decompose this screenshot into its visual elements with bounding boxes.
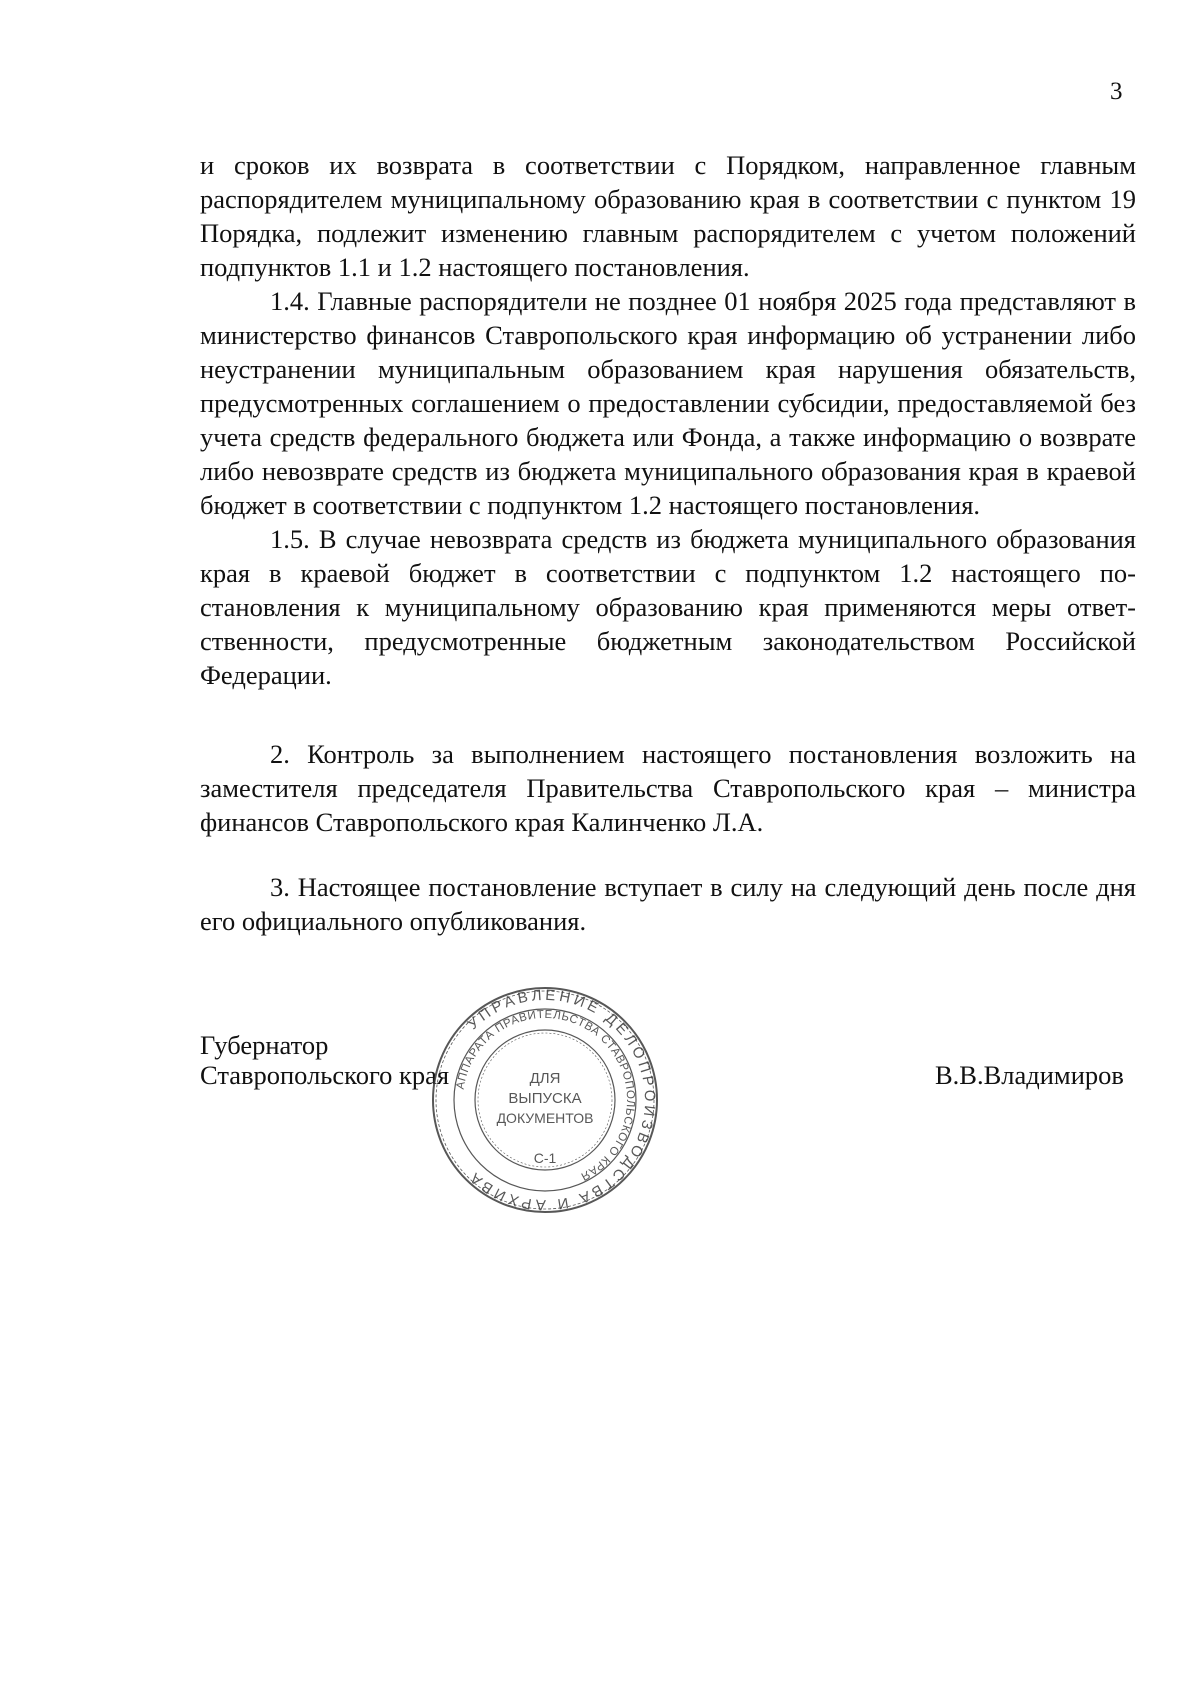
stamp-center-line-1: ДЛЯ bbox=[529, 1070, 561, 1087]
page-number: 3 bbox=[1110, 78, 1123, 105]
stamp-center-line-3: ДОКУМЕНТОВ bbox=[496, 1110, 594, 1126]
signatory-name: В.В.Владимиров bbox=[935, 1060, 1124, 1090]
paragraph-1-4: 1.4. Главные распорядители не позднее 01 ноября 2025 года представляют в министерство финансов Ставропольского края информацию об устранении либо неустранении муниципальным образованием края нарушения обязательств, предусмотренных соглашением о предоставлении субсидии, предоставляемой без учета средств федерального бюджета или Фонда, а также информацию о возврате либо невозврате средств из бюджета муниципального образования края в краевой бюджет в соответствии с подпунктом 1.2 настоящего постановления. bbox=[200, 286, 1136, 520]
official-stamp bbox=[430, 985, 660, 1215]
paragraph-continuation: и сроков их возврата в соответствии с Порядком, направленное главным распорядителем муниципальному образованию края в соответствии с пунктом 19 Порядка, подлежит изменению главным распорядителем с учетом положений подпунктов 1.1 и 1.2 настоящего постановления. bbox=[200, 150, 1136, 282]
stamp-inner-text: АППАРАТА ПРАВИТЕЛЬСТВА СТАВРОПОЛЬСКОГО КРАЯ bbox=[454, 1008, 637, 1183]
stamp-center-line-2: ВЫПУСКА bbox=[508, 1090, 582, 1107]
control-section bbox=[200, 737, 1136, 839]
signatory-title-line-2: Ставропольского края bbox=[200, 1060, 450, 1090]
signatory-title bbox=[200, 1030, 449, 1090]
stamp-outer-text: УПРАВЛЕНИЕ ДЕЛОПРОИЗВОДСТВА И АРХИВА bbox=[464, 986, 659, 1214]
signatory-title-line-1: Губернатор bbox=[200, 1030, 329, 1060]
paragraph-1-5: 1.5. В случае невозврата средств из бюджета муниципального образования края в краевой бюджет в соответствии с подпунктом 1.2 настоящего постановления к муниципальному образованию края применяются меры ответственности, предусмотренные бюджетным законодательством Российской Федерации. bbox=[200, 524, 1136, 690]
paragraph-2: 2. Контроль за выполнением настоящего постановления возложить на заместителя председателя Правительства Ставропольского края – министра финансов Ставропольского края Калинченко Л.А. bbox=[200, 739, 1136, 837]
stamp-code: С-1 bbox=[533, 1150, 557, 1166]
document-body bbox=[200, 148, 1136, 692]
paragraph-3: 3. Настоящее постановление вступает в силу на следующий день после дня его официального опубликования. bbox=[200, 872, 1136, 936]
effect-section bbox=[200, 870, 1136, 938]
